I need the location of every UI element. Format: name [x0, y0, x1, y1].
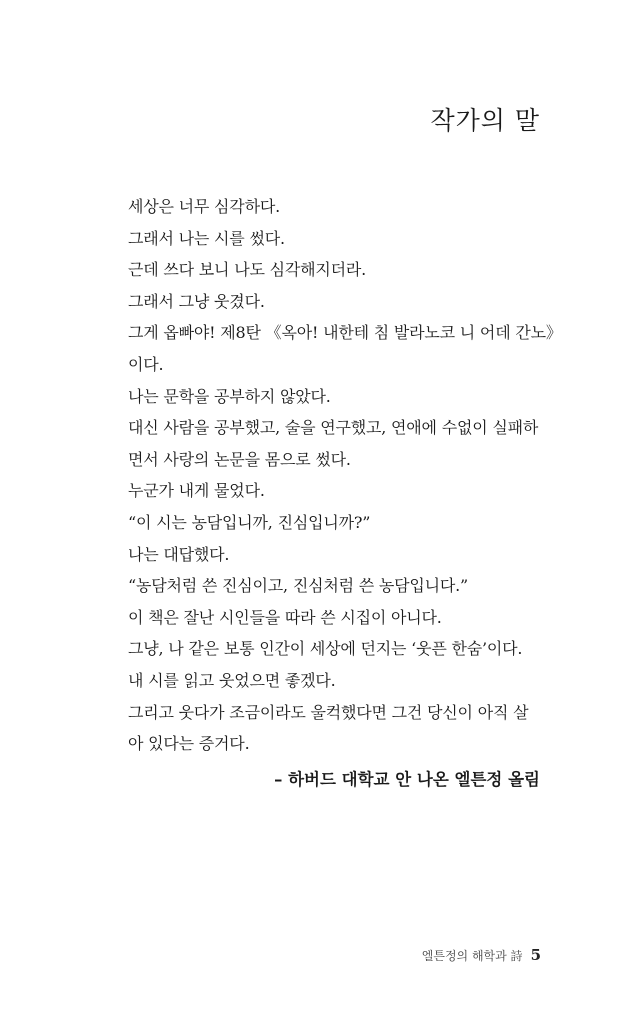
text-line: 나는 문학을 공부하지 않았다.	[128, 386, 331, 406]
text-line: 세상은 너무 심각하다.	[128, 197, 280, 216]
page-footer	[422, 946, 541, 964]
text-line: 그게 옵빠야! 제8탄 《옥아! 내한테 침 발라노코 니 어데 간노》	[128, 323, 562, 343]
page-number: 5	[530, 946, 541, 964]
running-title: 엘튼정의 해학과 詩	[421, 949, 523, 963]
text-line: 근데 쓰다 보니 나도 심각해지더라.	[128, 260, 367, 280]
author-signature: – 하버드 대학교 안 나온 엘튼정 올림	[274, 770, 540, 789]
preface-body	[128, 191, 562, 760]
text-line: 이 책은 잘난 시인들을 따라 쓴 시집이 아니다.	[128, 607, 442, 627]
text-line: 이다.	[128, 354, 164, 374]
text-line: 그래서 나는 시를 썼다.	[128, 228, 285, 248]
text-line: 그리고 웃다가 조금이라도 울컥했다면 그건 당신이 아직 살	[128, 702, 529, 722]
text-line: 그냥, 나 같은 보통 인간이 세상에 던지는 ‘웃픈 한숨’이다.	[128, 639, 523, 659]
text-line: “이 시는 농담입니까, 진심입니까?”	[128, 512, 371, 532]
text-line: 대신 사람을 공부했고, 술을 연구했고, 연애에 수없이 실패하	[128, 418, 539, 438]
text-line: “농담처럼 쓴 진심이고, 진심처럼 쓴 농담입니다.”	[128, 576, 469, 596]
text-line: 그래서 그냥 웃겼다.	[128, 291, 265, 311]
text-line: 아 있다는 증거다.	[128, 734, 250, 754]
text-line: 나는 대답했다.	[128, 544, 230, 564]
text-line: 면서 사랑의 논문을 몸으로 썼다.	[128, 449, 351, 469]
text-line: 내 시를 읽고 웃었으면 좋겠다.	[128, 670, 336, 690]
text-line: 누군가 내게 물었다.	[128, 481, 265, 501]
chapter-title: 작가의 말	[430, 106, 540, 135]
